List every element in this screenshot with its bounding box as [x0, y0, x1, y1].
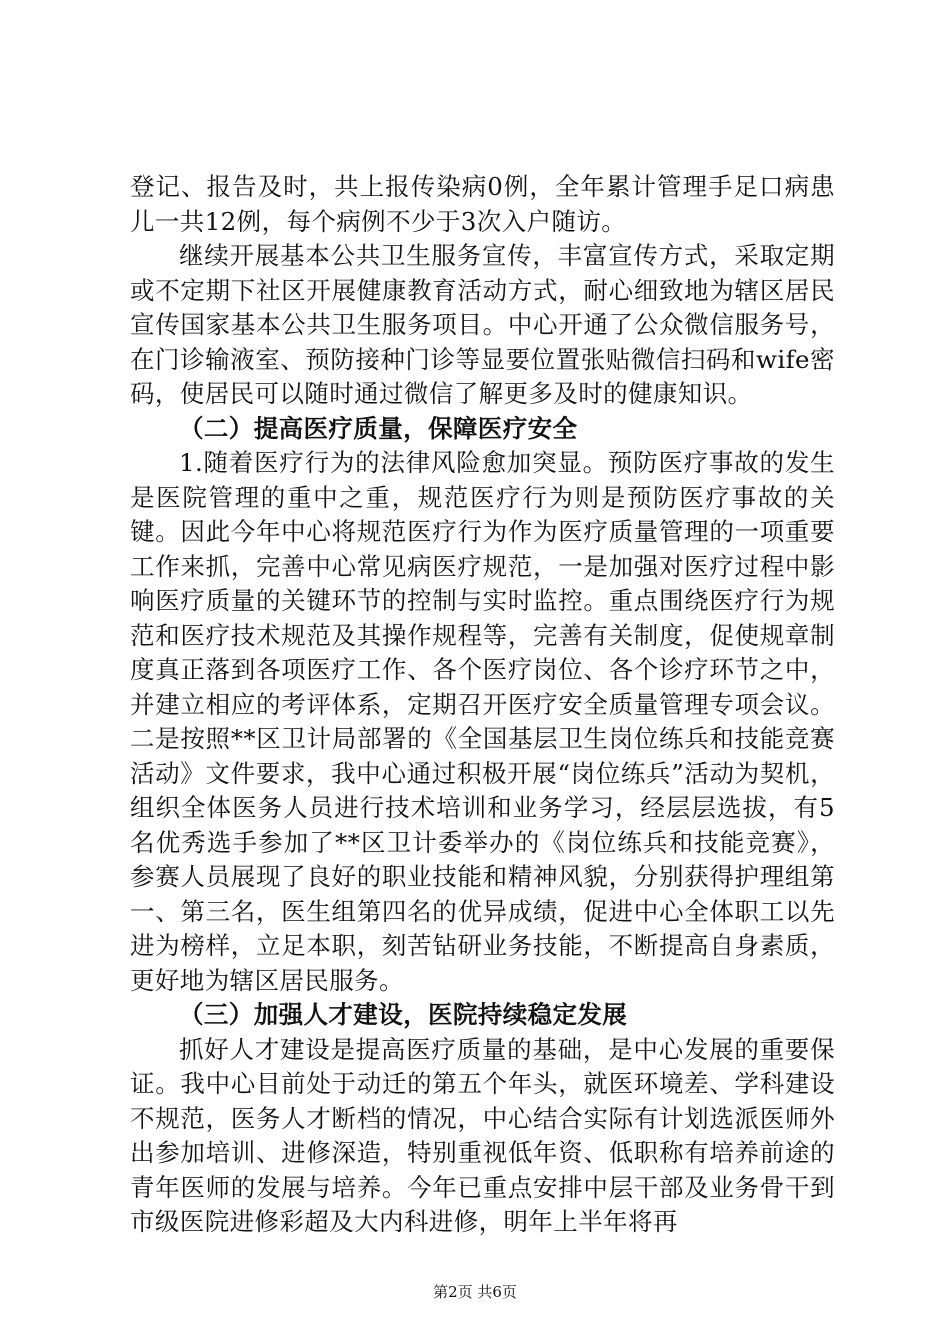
paragraph-publicity: 继续开展基本公共卫生服务宣传，丰富宣传方式，采取定期或不定期下社区开展健康教育活动方式，耐心细致地为辖区居民宣传国家基本公共卫生服务项目。中心开通了公众微信服务号，在门诊输液室、预防接种门诊等显要位置张贴微信扫码和wife密码，使居民可以随时通过微信了解更多及时的健康知识。 [130, 241, 835, 408]
paragraph-talent: 抓好人才建设是提高医疗质量的基础，是中心发展的重要保证。我中心目前处于动迁的第五个年头，就医环境差、学科建设不规范，医务人才断档的情况，中心结合实际有计划选派医师外出参加培训、进修深造，特别重视低年资、低职称有培养前途的青年医师的发展与培养。今年已重点安排中层干部及业务骨干到市级医院进修彩超及大内科进修，明年上半年将再 [130, 1034, 835, 1236]
section-heading-talent: （三）加强人才建设，医院持续稳定发展 [179, 1000, 628, 1029]
page-footer: 第2页 共6页 [433, 1283, 517, 1301]
document-body [130, 170, 835, 1240]
section-heading-medical-quality: （二）提高医疗质量，保障医疗安全 [179, 413, 578, 443]
paragraph-reporting: 登记、报告及时，共上报传染病0例，全年累计管理手足口病患儿一共12例，每个病例不少于3次入户随访。 [130, 172, 835, 236]
paragraph-medical-quality: 1.随着医疗行为的法律风险愈加突显。预防医疗事故的发生是医院管理的重中之重，规范医疗行为则是预防医疗事故的关键。因此今年中心将规范医疗行为作为医疗质量管理的一项重要工作来抓，完善中心常见病医疗规范，一是加强对医疗过程中影响医疗质量的关键环节的控制与实时监控。重点围绕医疗行为规范和医疗技术规范及其操作规程等，完善有关制度，促使规章制度真正落到各项医疗工作、各个医疗岗位、各个诊疗环节之中，并建立相应的考评体系，定期召开医疗安全质量管理专项会议。二是按照**区卫计局部署的《全国基层卫生岗位练兵和技能竞赛活动》文件要求，我中心通过积极开展“岗位练兵”活动为契机，组织全体医务人员进行技术培训和业务学习，经层层选拔，有5名优秀选手参加了**区卫计委举办的《岗位练兵和技能竞赛》，参赛人员展现了良好的职业技能和精神风貌，分别获得护理组第一、第三名，医生组第四名的优异成绩，促进中心全体职工以先进为榜样，立足本职，刻苦钻研业务技能，不断提高自身素质，更好地为辖区居民服务。 [130, 448, 835, 995]
